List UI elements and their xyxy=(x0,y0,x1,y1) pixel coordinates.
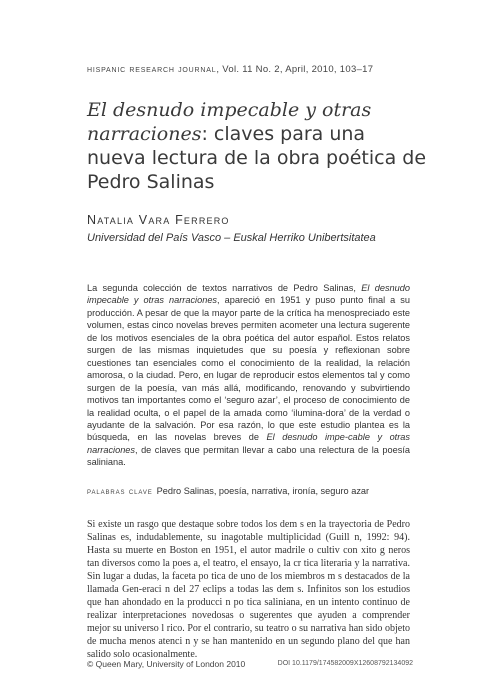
abstract-text-1: La segunda colección de textos narrativos de Pedro Salinas, xyxy=(87,283,362,293)
article-title-rest: : claves para una nueva lectura de la obra poética de Pedro Salinas xyxy=(87,123,427,193)
doi-label: DOI 10.1179/174582009X12608792134092 xyxy=(277,660,413,667)
journal-header xyxy=(87,64,417,75)
author-affiliation: Universidad del País Vasco – Euskal Herriko Unibertsitatea xyxy=(87,232,376,244)
copyright-notice: © Queen Mary, University of London 2010 xyxy=(87,659,246,669)
article-title-italic: El desnudo impecable y otras narraciones xyxy=(87,99,372,145)
journal-details: , Vol. 11 No. 2, April, 2010, 103–17 xyxy=(216,64,374,75)
abstract-book-title-2: El desnudo impe-cable y otras narraciones xyxy=(87,432,411,455)
abstract-book-title-1: El desnudo impecable y otras narraciones xyxy=(87,283,410,306)
body-paragraph: Si existe un rasgo que destaque sobre todos los dem s en la trayectoria de Pedro Salinas es, indudablemente, su inagotable multiplicidad (Guill n, 1992: 94). Hasta su muerte en Boston en 1951, el autor madrile o cultiv con xito g neros tan diversos como la poes a, el teatro, el ensayo, la cr tica literaria y la narrativa. Sin lugar a dudas, la faceta po tica de uno de los miembros m s destacados de la llamada Gen-eraci n del 27 eclips a todas las dem s. Infinitos son los estudios que han ahondado en la producci n po tica saliniana, en un intento continuo de realizar interpretaciones novedosas o sugerentes que ayuden a comprender mejor su universo l rico. Por el contrario, su teatro o su narrativa han sido objeto de mucha menos atenci n y se han mantenido en un segundo plano del que han salido solo ocasionalmente. xyxy=(87,519,410,661)
journal-name: hispanic research journal xyxy=(87,64,217,75)
article-title xyxy=(87,98,427,194)
abstract xyxy=(87,282,410,469)
keywords xyxy=(87,486,417,496)
abstract-text-3: , de claves que permitan llevar a cabo una relectura de la poesía saliniana. xyxy=(87,444,410,468)
keywords-label: palabras clave xyxy=(87,486,153,496)
abstract-text-2: , apareció en 1951 y puso punto final a su producción. A pesar de que la mayor parte de la crítica ha menospreciado este volumen, estas cinco novelas breves permiten acometer una lectura sugerente de los motivos esenciales de la obra poética del autor español. Estos relatos surgen de las mismas inquietudes que su poesía y reflexionan sobre cuestiones tan esenciales como el conocimiento de la realidad, la relación amorosa, o la ciudad. Pero, en lugar de reproducir estos elementos tal y como surgen de la poesía, van más allá, modificando, renovando y subvirtiendo motivos tan importantes como el ‘seguro azar’, el proceso de conocimiento de la realidad oculta, o el papel de la amada como ‘ilumina-dora’ de la verdad o ayudante de la salvación. Por esa razón, lo que este estudio plantea es la búsqueda, en las novelas breves de xyxy=(87,295,411,443)
author-name: Natalia Vara Ferrero xyxy=(87,213,230,227)
keywords-text: Pedro Salinas, poesía, narrativa, ironía, seguro azar xyxy=(156,486,370,496)
